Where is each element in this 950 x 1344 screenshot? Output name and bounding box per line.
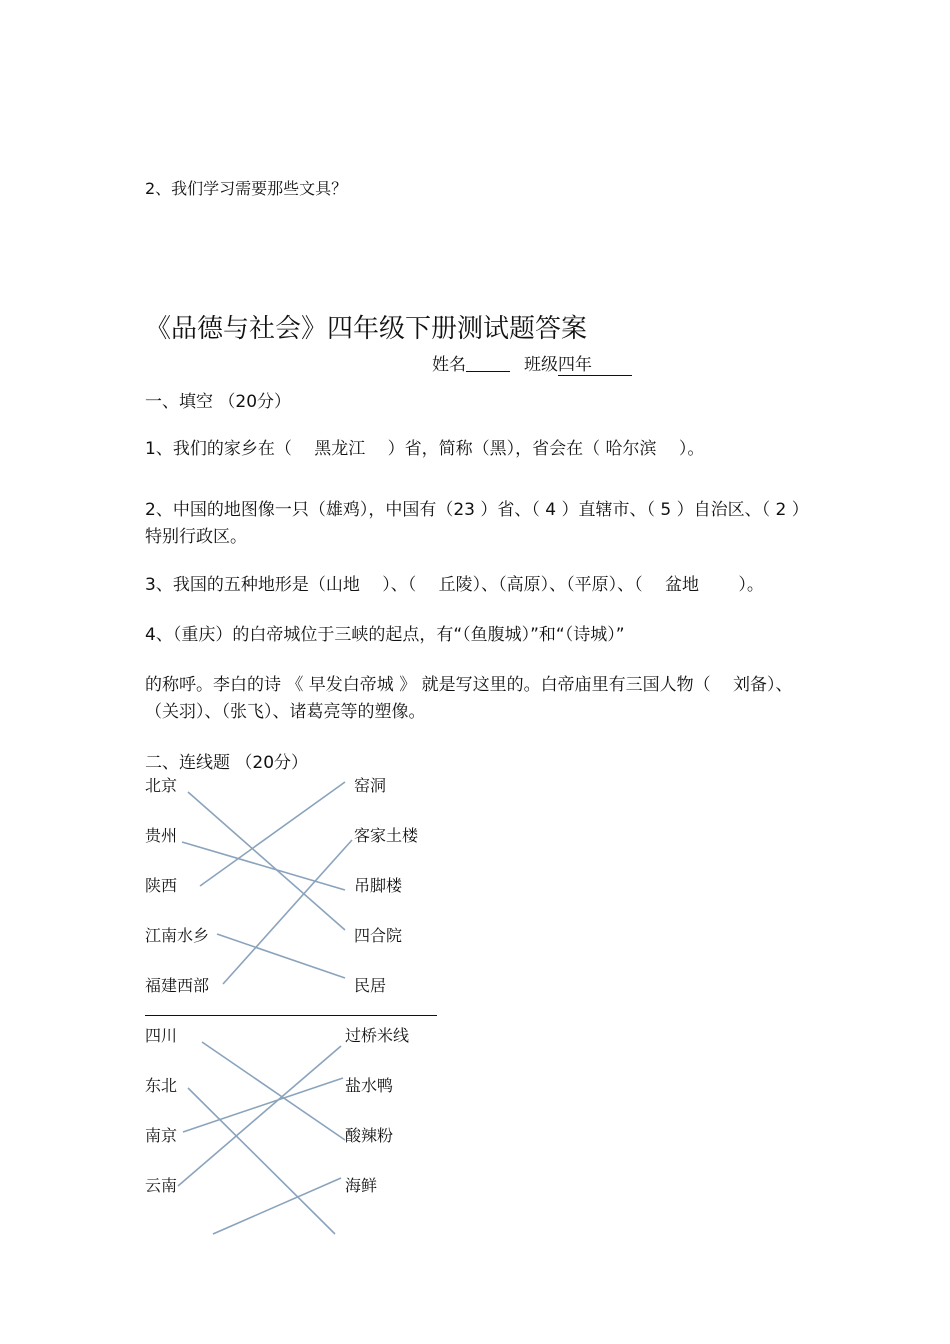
fill-question-4a: 4、（重庆）的白帝城位于三峡的起点，有“（鱼腹城）”和“（诗城）” — [145, 625, 625, 645]
match-line — [200, 782, 345, 886]
fill-question-1: 1、我们的家乡在（ 黑龙江 ）省，简称（黑），省会在（ 哈尔滨 ）。 — [145, 439, 705, 459]
section1-heading: 一、填空 （20分） — [145, 392, 292, 412]
g1-left-item: 江南水乡 — [145, 926, 210, 945]
g1-right-item: 民居 — [354, 976, 387, 995]
g2-left-item: 南京 — [145, 1126, 178, 1145]
g2-right-item: 海鲜 — [345, 1176, 378, 1195]
match-line — [188, 792, 345, 930]
match-line — [182, 842, 345, 890]
page-title: 《品德与社会》四年级下册测试题答案 — [145, 314, 588, 344]
g2-right-item: 过桥米线 — [345, 1026, 410, 1045]
class-value: 四年 — [558, 355, 632, 376]
fill-question-4b: 的称呼。李白的诗 《 早发白帝城 》 就是写这里的。白帝庙里有三国人物（ 刘备）、（关羽）、（张飞）、诸葛亮等的塑像。 — [145, 675, 793, 722]
g2-left-item: 四川 — [145, 1026, 178, 1045]
g2-left-item: 东北 — [145, 1076, 178, 1095]
g1-right-item: 四合院 — [354, 926, 403, 945]
previous-question: 2、我们学习需要那些文具？ — [145, 179, 348, 198]
g1-right-item: 吊脚楼 — [354, 876, 403, 895]
g1-right-item: 客家土楼 — [354, 826, 419, 845]
match-line — [183, 1078, 343, 1132]
g2-left-item: 云南 — [145, 1176, 178, 1195]
g1-left-item: 福建西部 — [145, 976, 210, 995]
match-line — [217, 934, 345, 978]
g1-left-item: 北京 — [145, 776, 178, 795]
class-label: 班级 — [524, 355, 558, 375]
g2-right-item: 酸辣粉 — [345, 1126, 394, 1145]
g2-right-item: 盐水鸭 — [345, 1076, 394, 1095]
match-line — [202, 1042, 345, 1140]
section2-heading: 二、连线题 （20分） — [145, 753, 309, 773]
match-line — [213, 1178, 341, 1234]
g1-right-item: 窑洞 — [354, 776, 387, 795]
fill-question-2: 2、中国的地图像一只（雄鸡），中国有（23 ）省、（ 4 ）直辖市、（ 5 ）自治区、（ 2 ）特别行政区。 — [145, 500, 809, 547]
fill-question-3: 3、我国的五种地形是（山地 ）、（ 丘陵）、（高原）、（平原）、（ 盆地 ）。 — [145, 575, 764, 595]
g1-left-item: 陕西 — [145, 876, 178, 895]
name-label: 姓名 — [432, 355, 466, 375]
match-line — [223, 840, 352, 984]
g1-left-item: 贵州 — [145, 826, 178, 845]
match-line — [178, 1046, 341, 1186]
